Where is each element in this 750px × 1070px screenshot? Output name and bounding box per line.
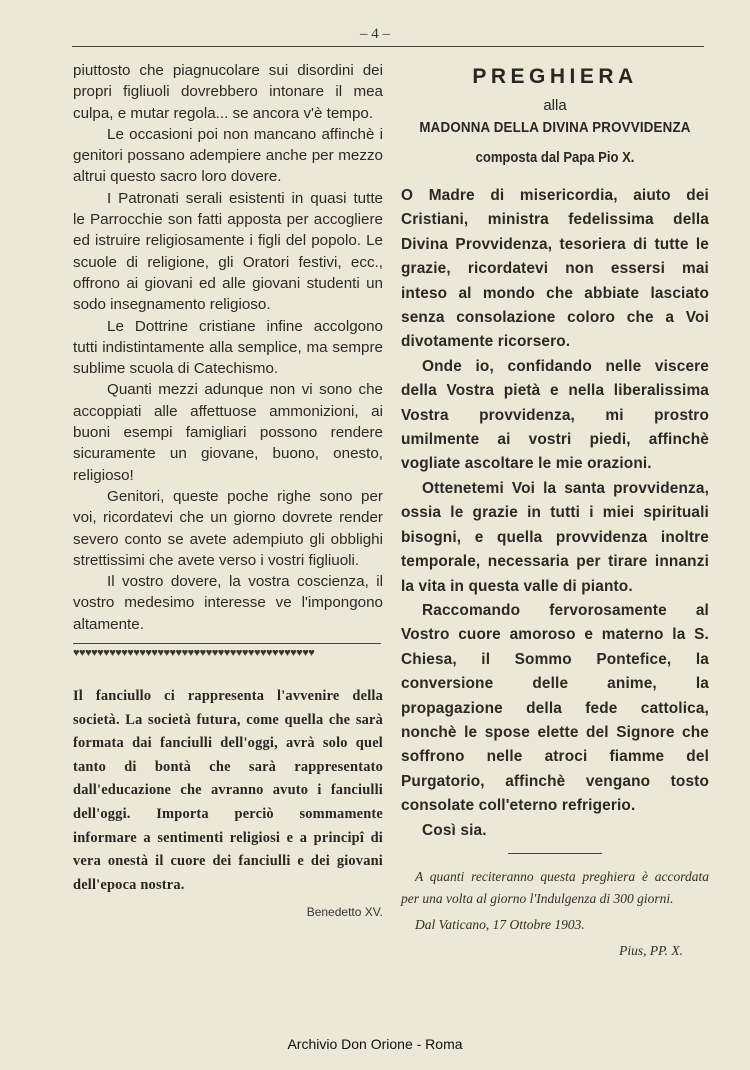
indulgence-text: A quanti reciteranno questa preghiera è accordata per una volta al giorno l'Indulgenza di 300 giorni. <box>401 868 709 906</box>
short-rule <box>508 853 602 854</box>
ornament-divider <box>73 643 381 659</box>
top-rule <box>72 46 704 47</box>
quote-author: Benedetto XV. <box>306 905 383 920</box>
left-column <box>73 60 383 919</box>
paragraph: Quanti mezzi adunque non vi sono che accoppiati alle affettuose ammonizioni, ai buoni esempi famigliari possono rendere sicuramente un giovane, buono, onesto, religioso! <box>73 381 383 484</box>
prayer-paragraph: Onde io, confidando nelle viscere della Vostra pietà e nella liberalissima Vostra provvidenza, mi prostro umilmente ai vostri piedi, affinchè vogliate ascoltare le mie orazioni. <box>401 357 709 473</box>
dateline: Dal Vaticano, 17 Ottobre 1903. <box>415 916 585 932</box>
paragraph: Le Dottrine cristiane infine accolgono tutti indistintamente alla semplice, ma sempre sublime scuola di Catechismo. <box>73 317 383 378</box>
prayer-title: PREGHIERA <box>472 65 638 88</box>
prayer-paragraph: Così sia. <box>422 821 487 839</box>
prayer-alla: alla <box>543 97 567 114</box>
paragraph: Il vostro dovere, la vostra coscienza, il vostro medesimo interesse ve l'impongono altamente. <box>73 573 383 633</box>
archive-footer: Archivio Don Orione - Roma <box>287 1036 463 1052</box>
ornament-hearts: ♥♥♥♥♥♥♥♥♥♥♥♥♥♥♥♥♥♥♥♥♥♥♥♥♥♥♥♥♥♥♥♥♥♥♥♥♥♥♥♥ <box>73 647 315 660</box>
right-column <box>401 60 709 962</box>
prayer-paragraph: O Madre di misericordia, aiuto dei Cristiani, ministra fedelissima della Divina Provvidenza, tesoriera di tutte le grazie, ricordatevi non essersi mai inteso al mondo che abbiate lasciato senza consolazione coloro che a Voi divotamente ricorsero. <box>401 187 709 351</box>
page-number: – 4 – <box>360 26 390 42</box>
indulgence-note <box>401 866 709 962</box>
signature: Pius, PP. X. <box>619 942 683 958</box>
prayer-subtitle: MADONNA DELLA DIVINA PROVVIDENZA <box>419 120 691 136</box>
paragraph: piuttosto che piagnucolare sui disordini dei propri figliuoli dovrebbero intonare il mea culpa, e mutar regola... se ancora v'è tempo. <box>73 62 383 122</box>
prayer-paragraph: Raccomando fervorosamente al Vostro cuore amoroso e materno la S. Chiesa, il Sommo Pontefice, la conversione delle anime, la propagazione della fede cattolica, nonchè le spose elette del Signore che soffrono nelle atroci fiamme del Purgatorio, affinchè vengano tosto consolate coll'eterno refrigerio. <box>401 601 709 815</box>
quote-text: Il fanciullo ci rappresenta l'avvenire della società. La società futura, come quella che sarà formata dai fanciulli dell'oggi, avrà solo quel tanto di bontà che sarà rappresentato dall'educazione che avranno avuto i fanciulli dell'oggi. Importa perciò sommamente informare a sentimenti religiosi e a principî di vera onestà il cuore dei fanciulli e dei giovani dell'epoca nostra. <box>73 688 383 893</box>
paragraph: Le occasioni poi non mancano affinchè i genitori possano adempiere anche per mezzo altrui questo sacro loro dovere. <box>73 125 383 186</box>
paragraph: Genitori, queste poche righe sono per voi, ricordatevi che un giorno dovrete render severo conto se avete adempiuto gli obblighi strettissimi che avete verso i vostri figliuoli. <box>73 487 383 569</box>
paragraph: I Patronati serali esistenti in quasi tutte le Parrocchie son fatti apposta per accogliere ed istruire religiosamente i figli del popolo. Le scuole di religione, gli Oratori festivi, ecc., offrono ai giovani ed alle giovani studenti un sodo insegnamento religioso. <box>73 189 383 314</box>
prayer-author: composta dal Papa Pio X. <box>475 150 635 166</box>
prayer-body <box>401 184 709 843</box>
prayer-paragraph: Ottenetemi Voi la santa provvidenza, ossia le grazie in tutti i miei spirituali bisogni, e quella provvidenza inoltre temporale, necessaria per tirare innanzi la vita in questa valle di pianto. <box>401 479 709 595</box>
